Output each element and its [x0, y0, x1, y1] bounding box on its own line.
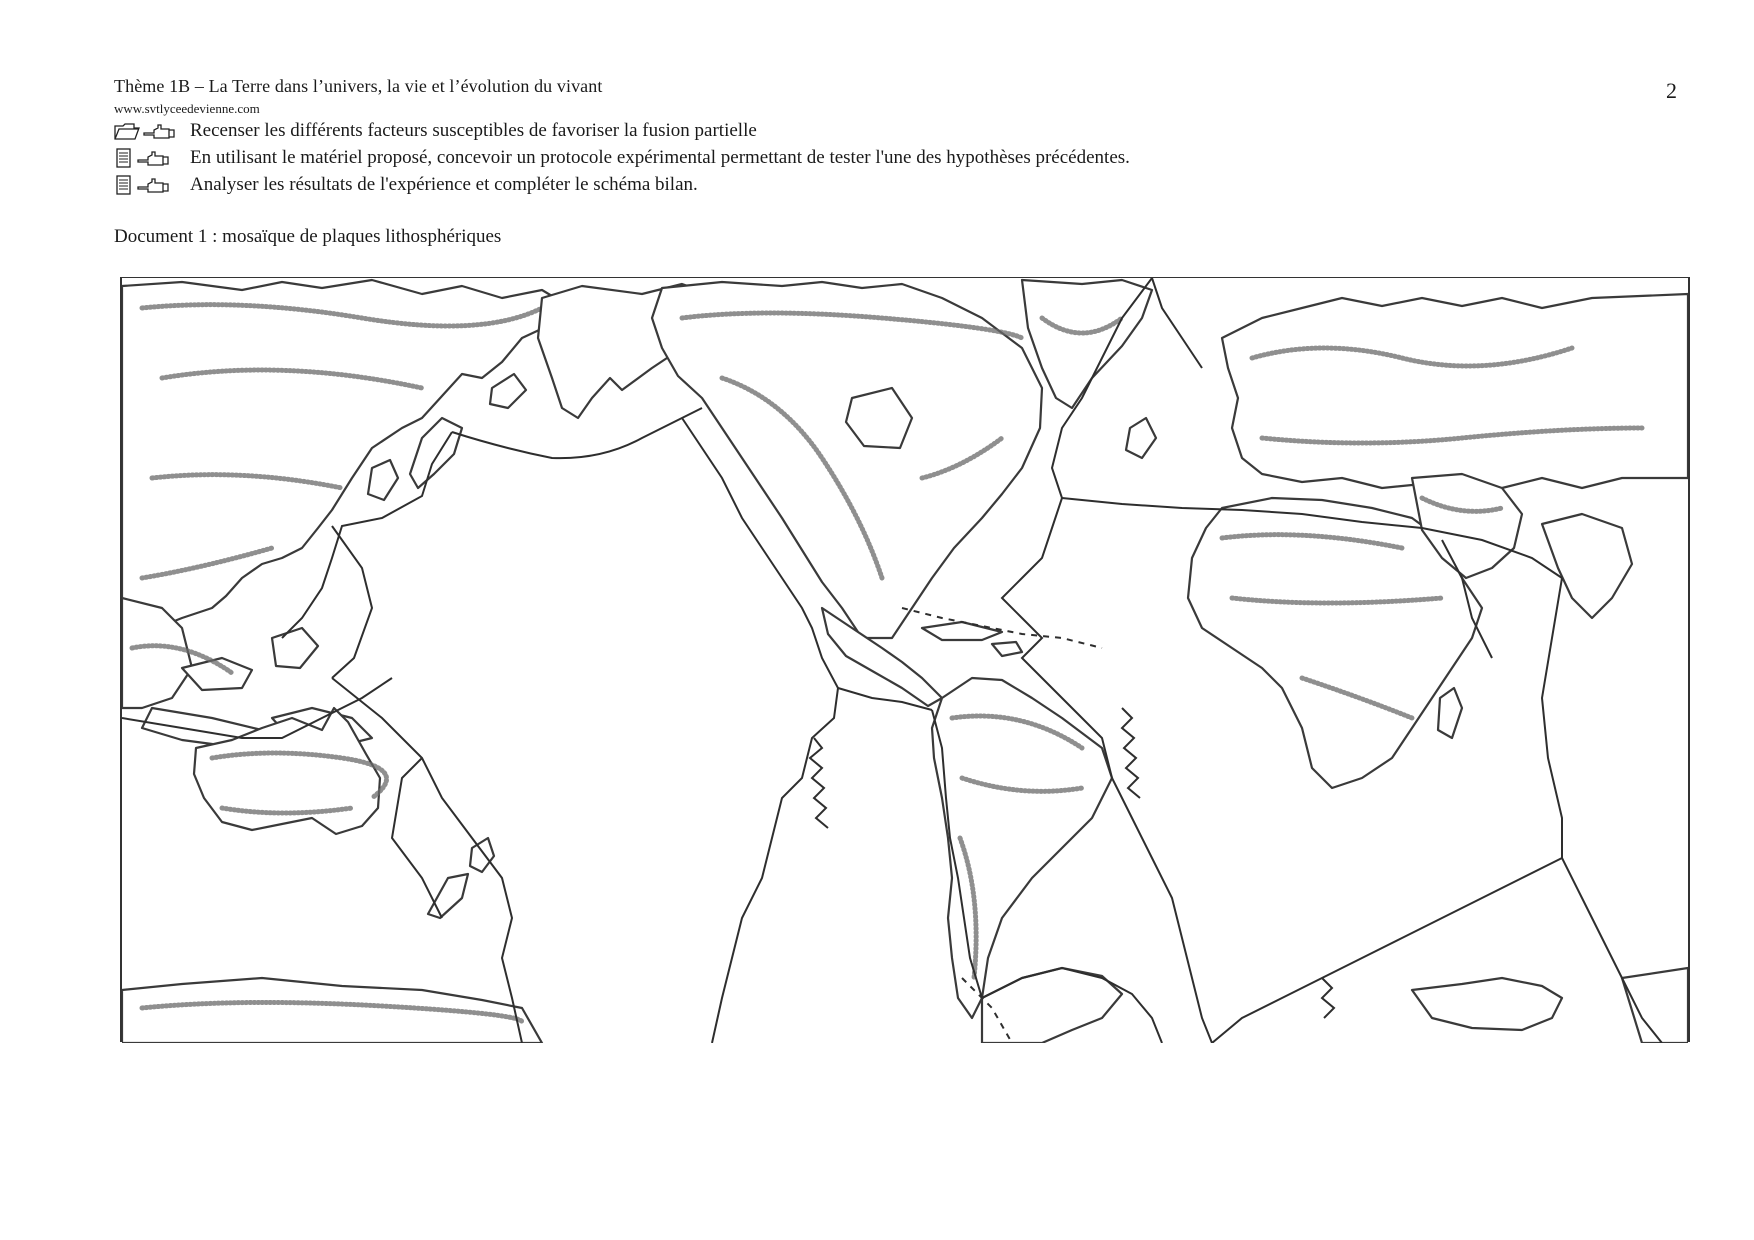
instruction-text: En utilisant le matériel proposé, concevoir un protocole expérimental permettant de tester l'une des hypothèses précédentes.: [190, 147, 1130, 168]
instruction-item: [114, 146, 1130, 170]
europe-landmass: [1126, 294, 1688, 492]
page-number: 2: [1666, 78, 1677, 103]
instruction-icons: [114, 148, 190, 168]
document-icon: [114, 175, 134, 195]
asia-northeast-landmass: [122, 280, 562, 638]
new-zealand: [428, 838, 494, 918]
world-map-drawing: [122, 278, 1688, 1043]
antarctica-landmass: [122, 968, 1688, 1043]
instruction-icons: [114, 175, 190, 195]
page-header-url: www.svtlyceedevienne.com: [114, 101, 260, 116]
instruction-text: Recenser les différents facteurs susceptibles de favoriser la fusion partielle: [190, 120, 757, 141]
instruction-item: [114, 119, 757, 143]
instruction-icons: [114, 122, 190, 140]
north-america-landmass: [538, 282, 1042, 638]
document-icon: [114, 148, 134, 168]
south-america-landmass: [932, 678, 1112, 1018]
page-header-title: Thème 1B – La Terre dans l’univers, la vie et l’évolution du vivant: [114, 76, 603, 96]
instruction-text: Analyser les résultats de l'expérience et compléter le schéma bilan.: [190, 174, 698, 195]
hand-pointer-icon: [136, 149, 170, 167]
hand-pointer-icon: [142, 122, 176, 140]
folder-icon: [114, 122, 140, 140]
document-caption: Document 1 : mosaïque de plaques lithosphériques: [114, 226, 502, 247]
hand-pointer-icon: [136, 176, 170, 194]
instruction-item: [114, 173, 698, 197]
tectonic-plates-map: [120, 277, 1690, 1042]
